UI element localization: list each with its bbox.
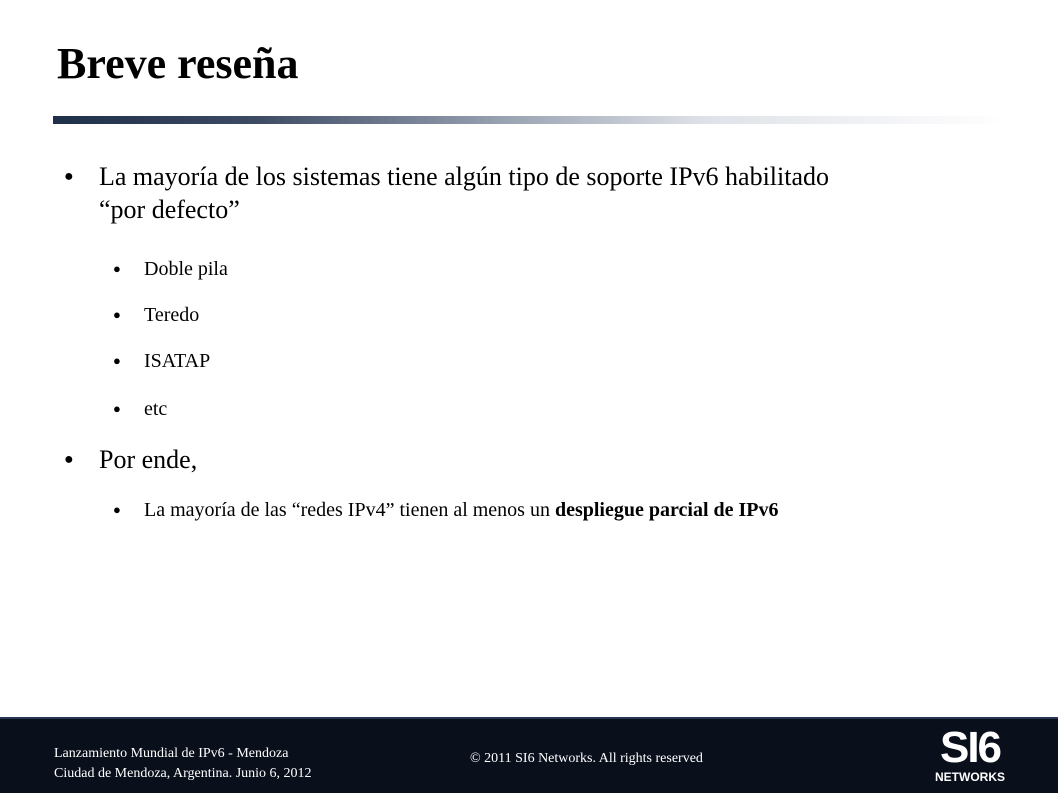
bullet-icon: ● xyxy=(113,307,121,322)
sub-bullet-bold-text: despliegue parcial de IPv6 xyxy=(554,499,779,521)
footer-bar xyxy=(0,717,1058,793)
bullet-text: Por ende, xyxy=(99,445,198,474)
bullet-icon: ● xyxy=(64,168,74,185)
logo-sub-text: NETWORKS xyxy=(935,770,1005,784)
bullet-icon: ● xyxy=(113,502,121,517)
bullet-icon: ● xyxy=(113,261,121,276)
bullet-icon: ● xyxy=(113,401,121,416)
bullet-icon: ● xyxy=(113,353,121,368)
si6-logo xyxy=(930,723,1010,786)
bullet-text-line2: “por defecto” xyxy=(99,195,240,224)
sub-bullet-text: La mayoría de las “redes IPv4” tienen al menos un xyxy=(144,499,555,521)
title-underline-gradient xyxy=(53,116,1058,124)
footer-event-info xyxy=(54,744,312,784)
footer-event-line1: Lanzamiento Mundial de IPv6 - Mendoza xyxy=(54,746,289,761)
logo-main-text: SI6 xyxy=(939,723,1001,772)
sub-bullet-text: Doble pila xyxy=(144,258,228,280)
slide-title: Breve reseña xyxy=(57,39,299,88)
footer-event-line2: Ciudad de Mendoza, Argentina. Junio 6, 2012 xyxy=(54,766,312,781)
sub-bullet-text: etc xyxy=(144,398,168,420)
sub-bullet-text: ISATAP xyxy=(144,350,211,372)
sub-bullet-text: Teredo xyxy=(144,304,200,326)
bullet-text-line1: La mayoría de los sistemas tiene algún tipo de soporte IPv6 habilitado xyxy=(99,162,830,191)
footer-copyright: © 2011 SI6 Networks. All rights reserved xyxy=(470,751,703,766)
bullet-icon: ● xyxy=(64,451,74,468)
